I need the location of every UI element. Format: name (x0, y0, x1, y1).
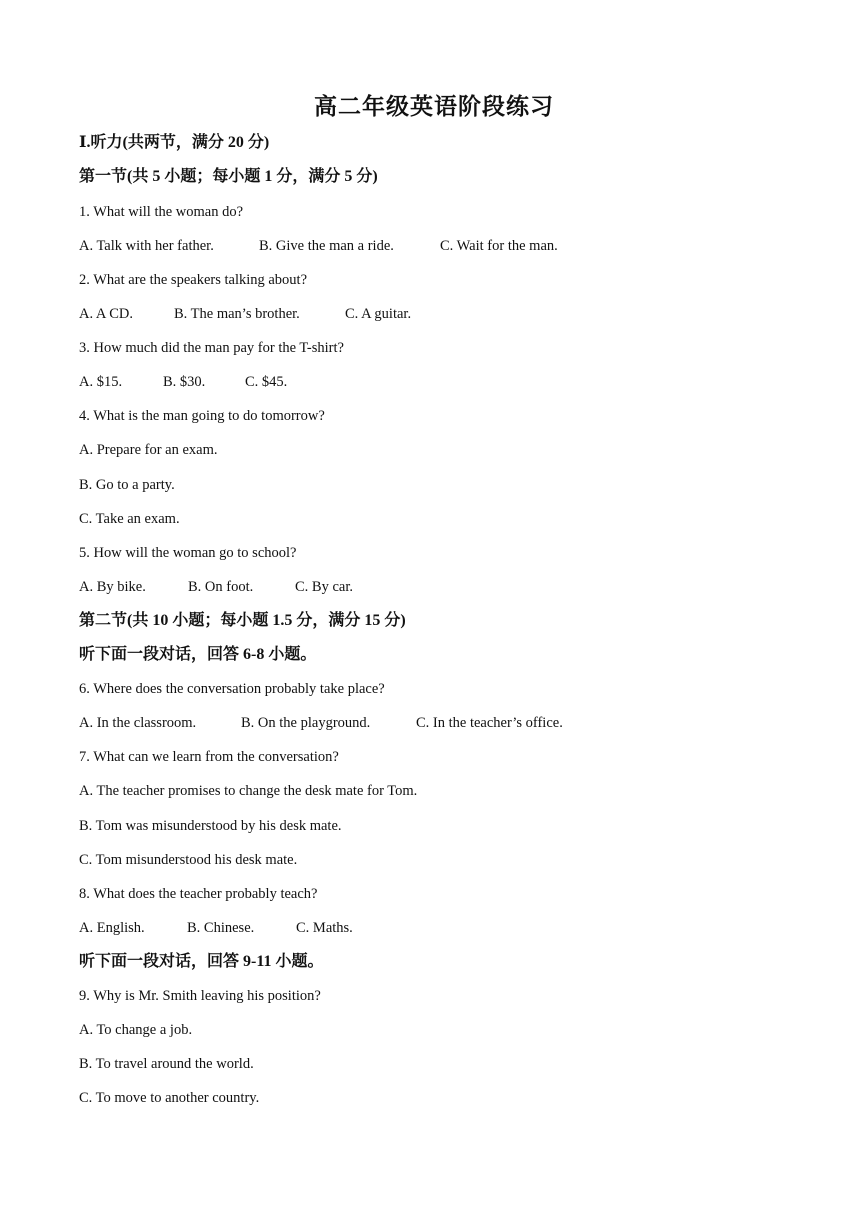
option-b: B. The man’s brother. (174, 306, 300, 322)
option-c: C. $45. (245, 374, 288, 390)
option-b: B. Tom was misunderstood by his desk mate. (79, 818, 342, 834)
question-stem: 5. How will the woman go to school? (79, 545, 297, 561)
question-stem: 4. What is the man going to do tomorrow? (79, 408, 325, 424)
question-stem: 2. What are the speakers talking about? (79, 272, 308, 288)
option-c: C. Tom misunderstood his desk mate. (79, 852, 298, 868)
option-b: B. On the playground. (241, 715, 371, 731)
question-stem: 7. What can we learn from the conversation? (79, 749, 339, 765)
section-heading: 第二节(共 10 小题；每小题 1.5 分，满分 15 分) (79, 612, 406, 629)
option-c: C. Take an exam. (79, 511, 180, 527)
option-b: B. To travel around the world. (79, 1056, 254, 1072)
instruction: 听下面一段对话，回答 6-8 小题。 (79, 646, 317, 663)
option-b: B. Chinese. (187, 920, 255, 936)
question-stem: 1. What will the woman do? (79, 204, 244, 220)
part-heading: Ⅰ.听力(共两节，满分 20 分) (79, 134, 270, 151)
page-title: 高二年级英语阶段练习 (314, 94, 554, 119)
option-b: B. Give the man a ride. (259, 238, 394, 254)
option-row (79, 714, 563, 732)
option-c: C. By car. (295, 579, 353, 595)
option-a: A. To change a job. (79, 1022, 193, 1038)
question-stem: 8. What does the teacher probably teach? (79, 886, 318, 902)
option-c: C. Wait for the man. (440, 238, 558, 254)
option-a: A. A CD. (79, 306, 133, 322)
option-b: B. $30. (163, 374, 206, 390)
section-heading: 第一节(共 5 小题；每小题 1 分，满分 5 分) (79, 168, 378, 185)
option-a: A. The teacher promises to change the desk mate for Tom. (79, 783, 418, 799)
question-stem: 6. Where does the conversation probably take place? (79, 681, 385, 697)
option-a: A. In the classroom. (79, 715, 197, 731)
option-a: A. Prepare for an exam. (79, 442, 218, 458)
option-b: B. Go to a party. (79, 477, 175, 493)
option-a: A. By bike. (79, 579, 146, 595)
option-row (79, 578, 353, 596)
option-row (79, 919, 353, 937)
option-c: C. A guitar. (345, 306, 412, 322)
option-c: C. In the teacher’s office. (416, 715, 563, 731)
option-c: C. Maths. (296, 920, 353, 936)
option-row (79, 305, 411, 323)
option-a: A. Talk with her father. (79, 238, 214, 254)
option-row (79, 237, 558, 255)
question-stem: 9. Why is Mr. Smith leaving his position? (79, 988, 321, 1004)
option-c: C. To move to another country. (79, 1090, 260, 1106)
option-b: B. On foot. (188, 579, 254, 595)
option-a: A. English. (79, 920, 145, 936)
instruction: 听下面一段对话，回答 9-11 小题。 (79, 953, 324, 970)
option-row (79, 373, 287, 391)
option-a: A. $15. (79, 374, 123, 390)
question-stem: 3. How much did the man pay for the T-shirt? (79, 340, 344, 356)
